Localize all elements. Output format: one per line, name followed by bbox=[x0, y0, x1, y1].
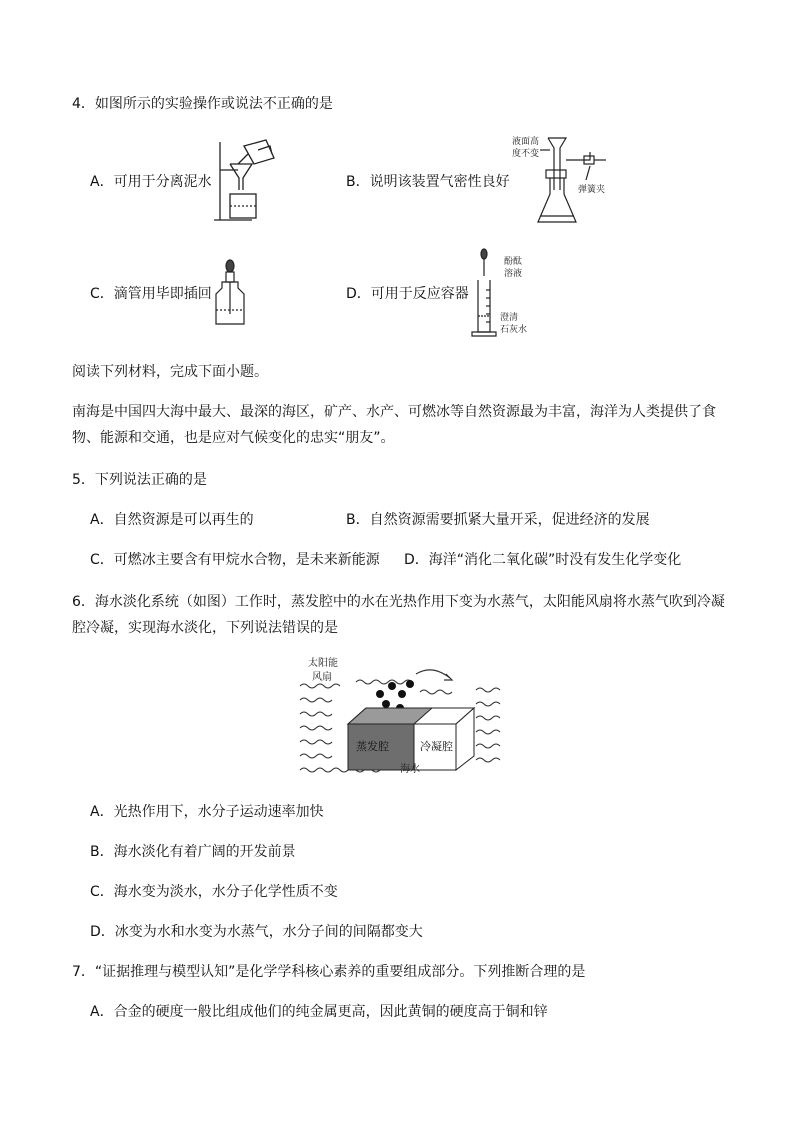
filtration-apparatus-figure bbox=[208, 136, 288, 224]
q4-b-label-level-1: 液面高 bbox=[512, 137, 540, 147]
q4-option-c[interactable]: C．滴管用毕即插回 bbox=[90, 286, 212, 302]
q4-b-label-level-2: 度不变 bbox=[512, 149, 540, 159]
q6-option-c[interactable]: C．海水变为淡水，水分子化学性质不变 bbox=[90, 884, 338, 900]
q6-stem-line-1: 6．海水淡化系统（如图）工作时，蒸发腔中的水在光热作用下变为水蒸气，太阳能风扇将水蒸气吹到冷凝 bbox=[72, 594, 725, 610]
q5-option-c[interactable]: C．可燃冰主要含有甲烷水合物，是未来新能源 bbox=[90, 552, 380, 568]
fig-label-condensation-chamber: 冷凝腔 bbox=[420, 740, 453, 753]
q4-b-label-clip: 弹簧夹 bbox=[578, 185, 606, 195]
q6-option-b[interactable]: B．海水淡化有着广阔的开发前景 bbox=[90, 844, 296, 860]
q4-stem: 4．如图所示的实验操作或说法不正确的是 bbox=[72, 96, 333, 112]
q5-option-a[interactable]: A．自然资源是可以再生的 bbox=[90, 512, 254, 528]
q4-option-d[interactable]: D．可用于反应容器 bbox=[346, 286, 469, 302]
desalination-system-figure bbox=[296, 652, 502, 778]
fig-label-evaporation-chamber: 蒸发腔 bbox=[356, 740, 389, 753]
q7-option-a[interactable]: A．合金的硬度一般比组成他们的纯金属更高，因此黄铜的硬度高于铜和锌 bbox=[90, 1004, 548, 1020]
q4-option-b[interactable]: B．说明该装置气密性良好 bbox=[346, 174, 510, 190]
dropper-bottle-figure bbox=[210, 258, 250, 328]
q6-stem-line-2: 腔冷凝，实现海水淡化，下列说法错误的是 bbox=[72, 620, 338, 636]
q5-option-d[interactable]: D．海洋“消化二氧化碳”时没有发生化学变化 bbox=[404, 552, 682, 568]
q6-option-a[interactable]: A．光热作用下，水分子运动速率加快 bbox=[90, 804, 324, 820]
q4-d-label-lime-2: 石灰水 bbox=[500, 325, 528, 335]
q4-d-label-phenol-2: 溶液 bbox=[504, 269, 523, 279]
q5-stem: 5．下列说法正确的是 bbox=[72, 472, 207, 488]
q6-option-d[interactable]: D．冰变为水和水变为水蒸气，水分子间的间隔都变大 bbox=[90, 924, 423, 940]
fig-label-fan-1: 太阳能 bbox=[308, 658, 338, 669]
airtightness-flask-figure bbox=[510, 132, 630, 232]
reading-paragraph-line-1: 南海是中国四大海中最大、最深的海区，矿产、水产、可燃冰等自然资源最为丰富，海洋为人类提供了食 bbox=[72, 404, 716, 420]
graduated-cylinder-figure bbox=[470, 246, 560, 342]
fig-label-seawater: 海水 bbox=[400, 764, 420, 775]
fig-label-fan-2: 风扇 bbox=[312, 672, 332, 683]
q4-option-a[interactable]: A．可用于分离泥水 bbox=[90, 174, 212, 190]
q4-d-label-phenol-1: 酚酞 bbox=[504, 257, 523, 267]
q4-d-label-lime-1: 澄清 bbox=[500, 313, 519, 323]
reading-intro: 阅读下列材料，完成下面小题。 bbox=[72, 364, 268, 380]
reading-paragraph-line-2: 物、能源和交通，也是应对气候变化的忠实“朋友”。 bbox=[72, 430, 395, 446]
q7-stem: 7．“证据推理与模型认知”是化学学科核心素养的重要组成部分。下列推断合理的是 bbox=[72, 964, 586, 980]
q5-option-b[interactable]: B．自然资源需要抓紧大量开采，促进经济的发展 bbox=[346, 512, 650, 528]
